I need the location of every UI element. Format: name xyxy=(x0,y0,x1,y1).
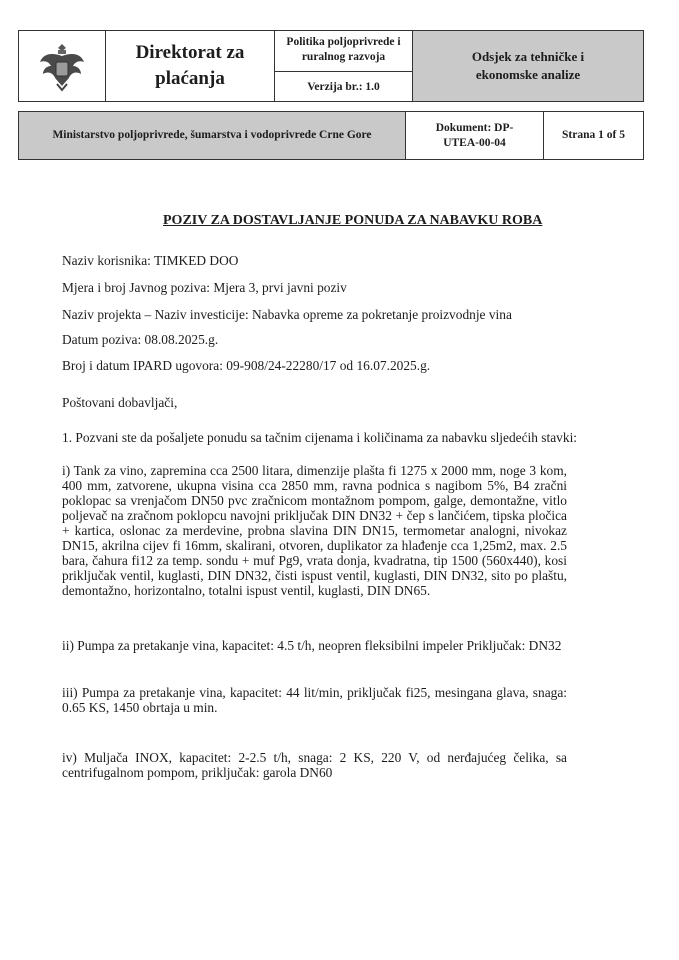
document-id-cell xyxy=(406,112,544,160)
item-2: ii) Pumpa za pretakanje vina, kapacitet: 4.5 t/h, neopren fleksibilni impeler Priključak: DN32 xyxy=(62,638,562,653)
ministry-name: Ministarstvo poljoprivrede, šumarstva i vodoprivrede Crne Gore xyxy=(52,129,372,141)
item-4: iv) Muljača INOX, kapacitet: 2-2.5 t/h, snaga: 2 KS, 220 V, od nerđajućeg čelika, sa centrifugalnom pompom, priključak: garola DN60 xyxy=(62,750,567,780)
document-id: Dokument: DP-UTEA-00-04 xyxy=(435,121,514,149)
document-header xyxy=(18,30,644,102)
item-1: i) Tank za vino, zapremina cca 2500 litara, dimenzije plašta fi 1275 x 2000 mm, noge 3 kom, 400 mm, zatvorene, ukupna visina cca 2850 mm, ravna podnica s nagibom 5%, B4 zračni poklopac sa vrenjačom DN50 pvc zračnicom montažnom pompom, galge, demontažne, vitlo poljevač na zračnom poklopcu navojni priključak DIN DN32 + čep s lančićem, tipska pločica + kartica, oslonac za merdevine, probna slavina DIN DN15, termometar analogni, nivokaz DN15, akrilna cijev fi 16mm, skalirani, otvoren, duplikator za hlađenje cca 1,25m2, max. 2.5 bara, čahura fi12 za temp. sondu + muf Pg9, vrata donja, kvadratna, tip 1500 (560x440), kosi priključak ventil, kuglasti, DIN DN32, čisti ispust ventil, kuglasti, DIN DN32, sito po plaštu, demontažno, horizontalno, totalni ispust ventil, kuglasti, DIN DN65. xyxy=(62,463,567,598)
document-subheader xyxy=(18,111,644,160)
field-measure: Mjera i broj Javnog poziva: Mjera 3, prvi javni poziv xyxy=(62,280,347,295)
coat-of-arms-icon xyxy=(37,40,87,92)
department-cell xyxy=(413,31,644,102)
greeting: Poštovani dobavljači, xyxy=(62,395,178,410)
field-contract: Broj i datum IPARD ugovora: 09-908/24-22280/17 od 16.07.2025.g. xyxy=(62,358,431,373)
field-beneficiary: Naziv korisnika: TIMKED DOO xyxy=(62,253,239,268)
document-title: POZIV ZA DOSTAVLJANJE PONUDA ZA NABAVKU ROBA xyxy=(163,213,543,228)
page-number: Strana 1 of 5 xyxy=(562,129,625,141)
ministry-cell xyxy=(19,112,406,160)
policy-label: Politika poljoprivrede i ruralnog razvoja xyxy=(275,31,412,72)
field-date: Datum poziva: 08.08.2025.g. xyxy=(62,332,219,347)
department-title: Odsjek za tehničke i ekonomske analize xyxy=(471,49,585,82)
intro-paragraph: 1. Pozvani ste da pošaljete ponudu sa tačnim cijenama i količinama za nabavku sljedećih stavki: xyxy=(62,430,578,445)
version-label: Verzija br.: 1.0 xyxy=(307,81,380,93)
directorate-cell xyxy=(106,31,275,102)
page-number-cell xyxy=(544,112,644,160)
crest-cell xyxy=(19,31,106,102)
policy-cell xyxy=(275,31,413,102)
directorate-title: Direktorat za plaćanja xyxy=(135,42,245,89)
field-project: Naziv projekta – Naziv investicije: Nabavka opreme za pokretanje proizvodnje vina xyxy=(62,307,512,322)
item-3: iii) Pumpa za pretakanje vina, kapacitet: 44 lit/min, priključak fi25, mesingana glava, snaga: 0.65 KS, 1450 obrtaja u min. xyxy=(62,685,567,715)
